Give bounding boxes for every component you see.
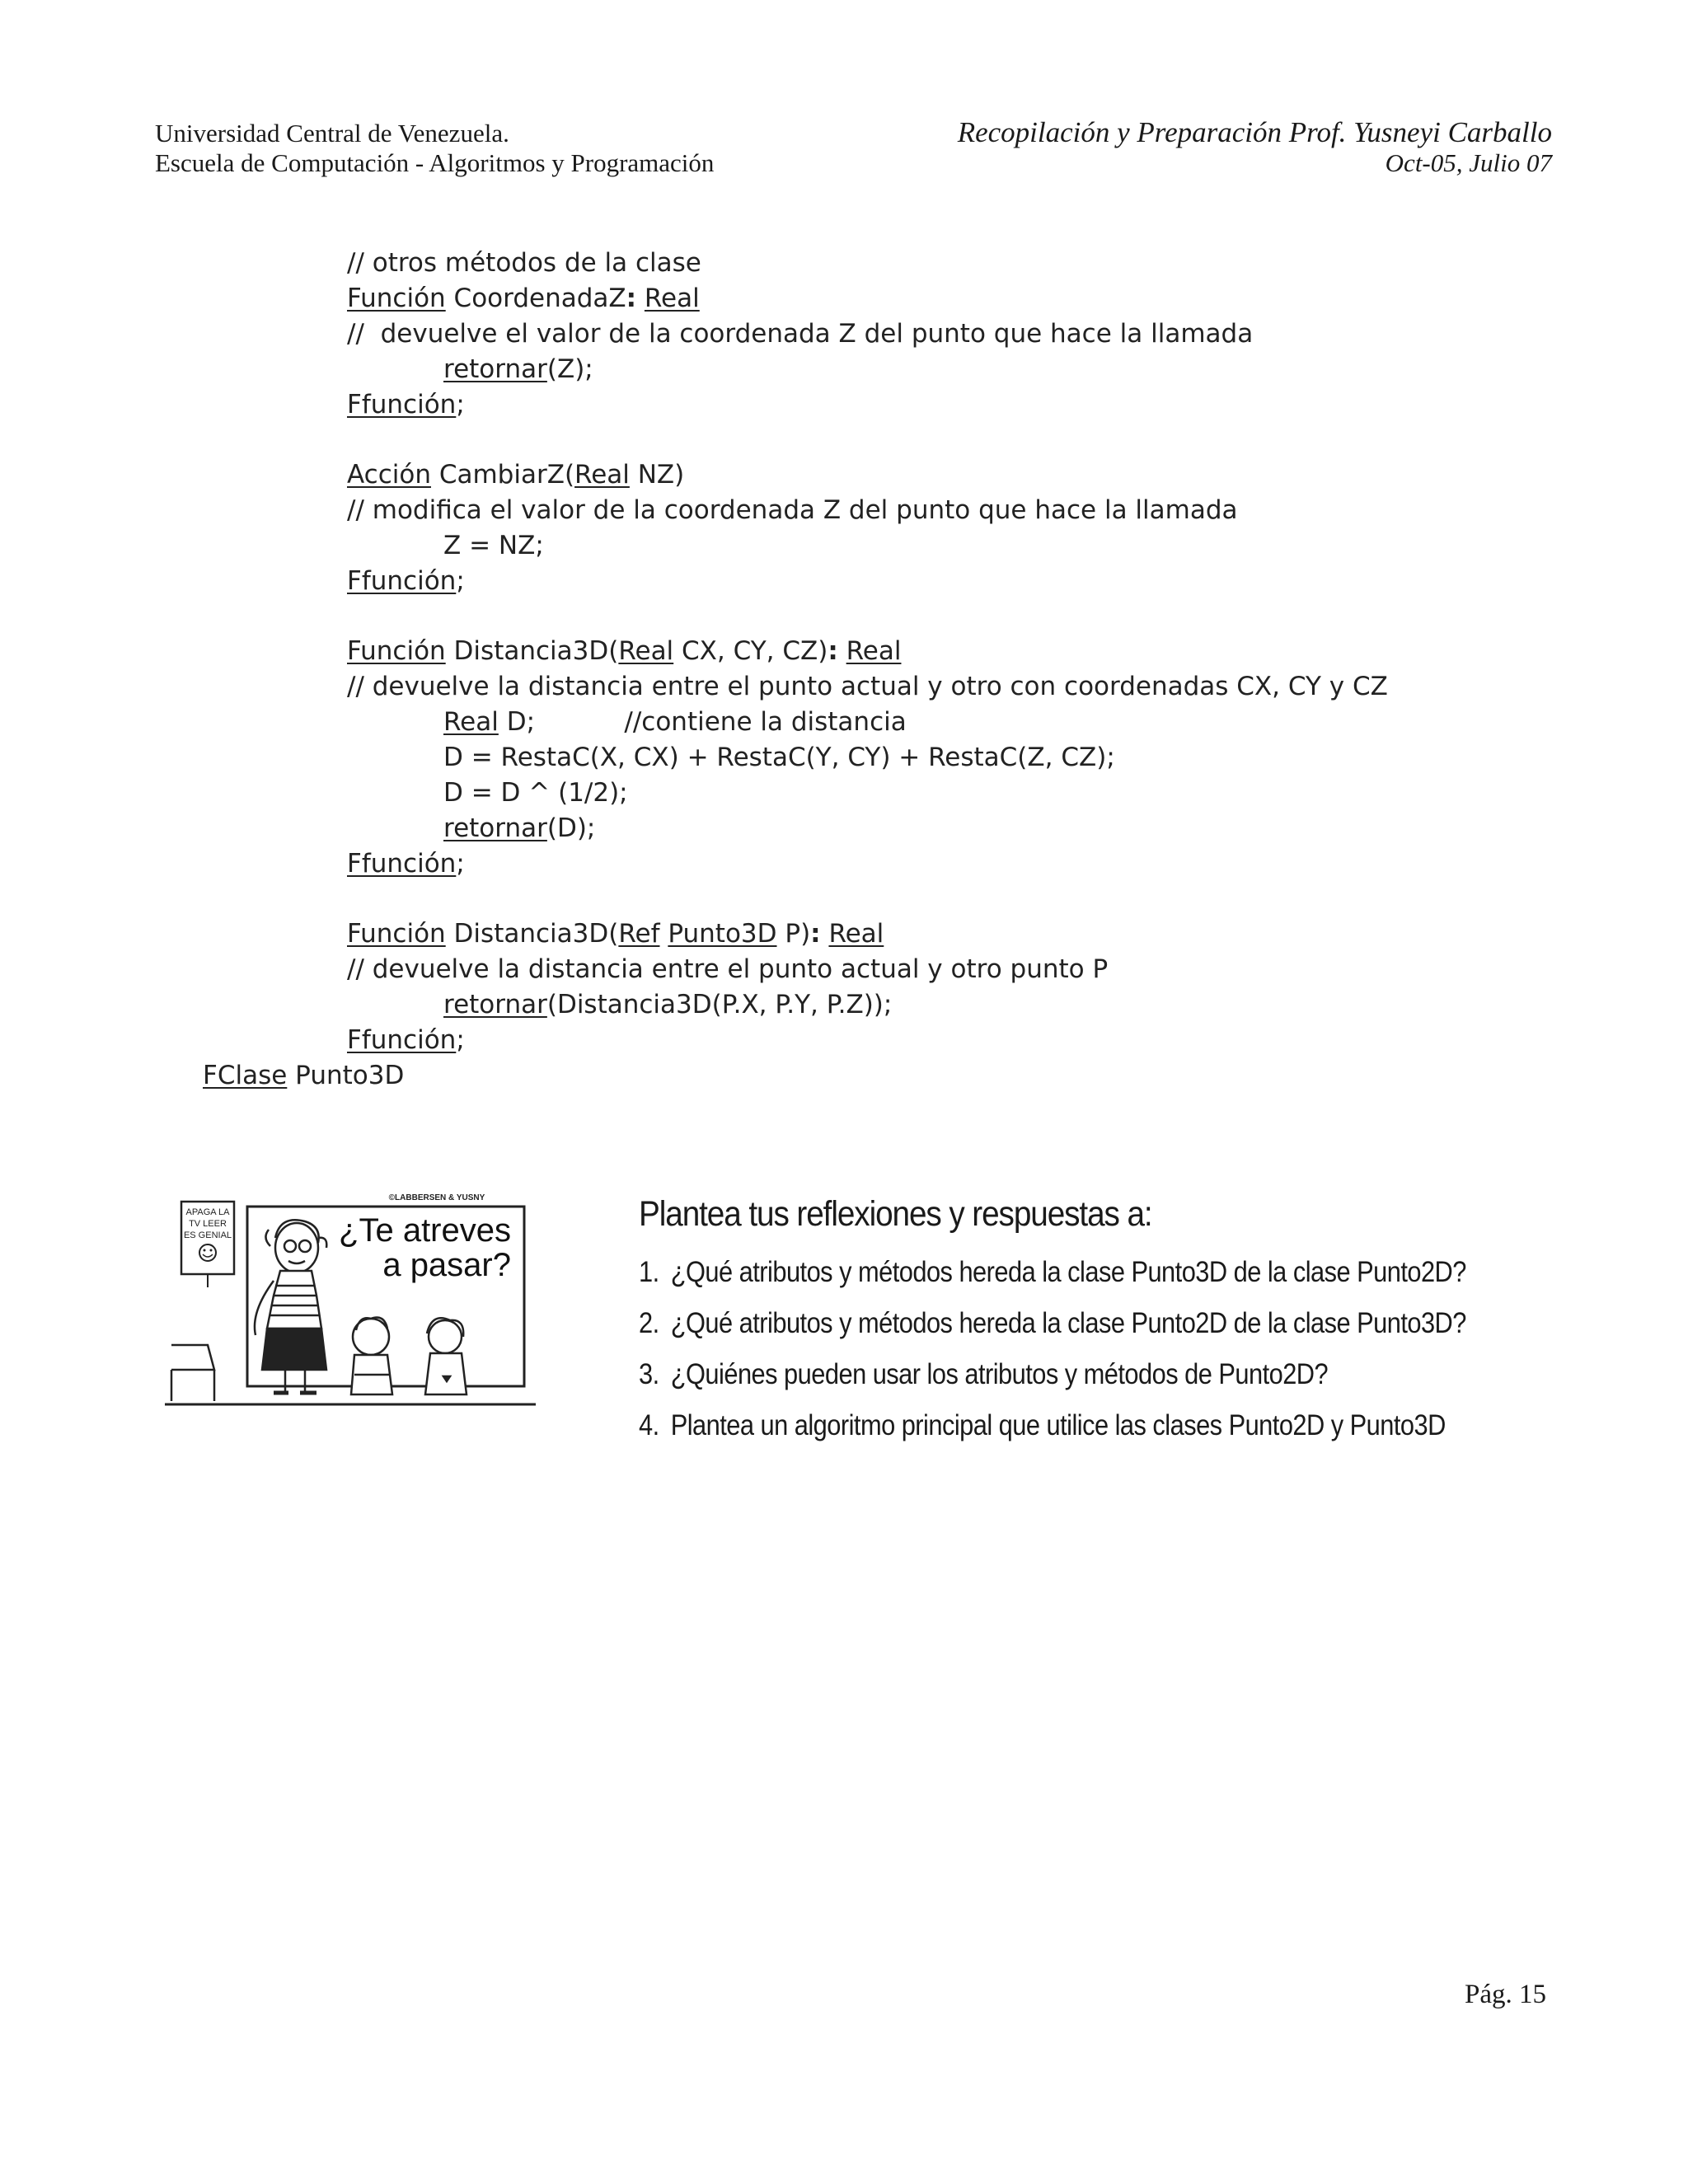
code-line: Ffunción; [347, 849, 465, 879]
code-line: Función CoordenadaZ: Real [347, 284, 700, 313]
code-line: D = RestaC(X, CX) + RestaC(Y, CY) + RestaC(Z, CZ); [443, 743, 1115, 772]
sign-text-1: APAGA LA [185, 1207, 230, 1217]
code-line: // devuelve la distancia entre el punto actual y otro con coordenadas CX, CY y CZ [347, 672, 1388, 701]
code-line: Ffunción; [347, 390, 465, 419]
question-item: 2. ¿Qué atributos y métodos hereda la clase Punto2D de la clase Punto3D? [639, 1307, 1466, 1339]
header-date: Oct-05, Julio 07 [1385, 148, 1552, 177]
question-item: 1. ¿Qué atributos y métodos hereda la clase Punto3D de la clase Punto2D? [639, 1256, 1466, 1288]
code-line: retornar(Distancia3D(P.X, P.Y, P.Z)); [443, 990, 893, 1019]
school-course: Escuela de Computación - Algoritmos y Programación [155, 148, 715, 177]
code-line: // devuelve la distancia entre el punto actual y otro punto P [347, 954, 1109, 984]
sign-text-3: ES GENIAL [183, 1230, 232, 1240]
sign-text-2: TV LEER [189, 1219, 227, 1229]
code-line: // otros métodos de la clase [347, 248, 701, 278]
reflection-section [639, 1193, 1466, 1441]
question-item: 3. ¿Quiénes pueden usar los atributos y métodos de Punto2D? [639, 1358, 1329, 1390]
header-right [958, 117, 1552, 178]
code-line: Ffunción; [347, 566, 465, 596]
teacher-figure [255, 1220, 326, 1393]
header-left [155, 119, 714, 178]
page-number: Pág. 15 [1465, 1980, 1546, 2009]
speech-line-2: a pasar? [382, 1247, 511, 1283]
speech-line-1: ¿Te atreves [339, 1212, 511, 1249]
code-line: Acción CambiarZ(Real NZ) [347, 460, 685, 490]
cartoon-credit: ©LABBERSEN & YUSNY [388, 1193, 485, 1202]
code-line: Z = NZ; [443, 531, 544, 560]
code-line: Función Distancia3D(Real CX, CY, CZ): Real [347, 636, 902, 666]
chair [171, 1345, 214, 1401]
code-line: FClase Punto3D [203, 1061, 405, 1090]
code-line: retornar(Z); [443, 354, 593, 384]
code-line: retornar(D); [443, 813, 596, 843]
code-line: Función Distancia3D(Ref Punto3D P): Real [347, 919, 884, 949]
reflection-title: Plantea tus reflexiones y respuestas a: [639, 1194, 1152, 1234]
code-line: // devuelve el valor de la coordenada Z del punto que hace la llamada [347, 319, 1254, 349]
code-line: D = D ^ (1/2); [443, 778, 628, 808]
author-credit: Recopilación y Preparación Prof. Yusneyi Carballo [957, 116, 1552, 148]
student-figure-1 [351, 1318, 392, 1395]
code-line: Ffunción; [347, 1025, 465, 1055]
university-name: Universidad Central de Venezuela. [155, 119, 509, 148]
cartoon-illustration [165, 1188, 536, 1407]
code-line: Real D; //contiene la distancia [443, 707, 907, 737]
code-line: // modifica el valor de la coordenada Z del punto que hace la llamada [347, 495, 1238, 525]
question-item: 4. Plantea un algoritmo principal que utilice las clases Punto2D y Punto3D [639, 1409, 1446, 1441]
student-figure-2 [425, 1318, 467, 1394]
